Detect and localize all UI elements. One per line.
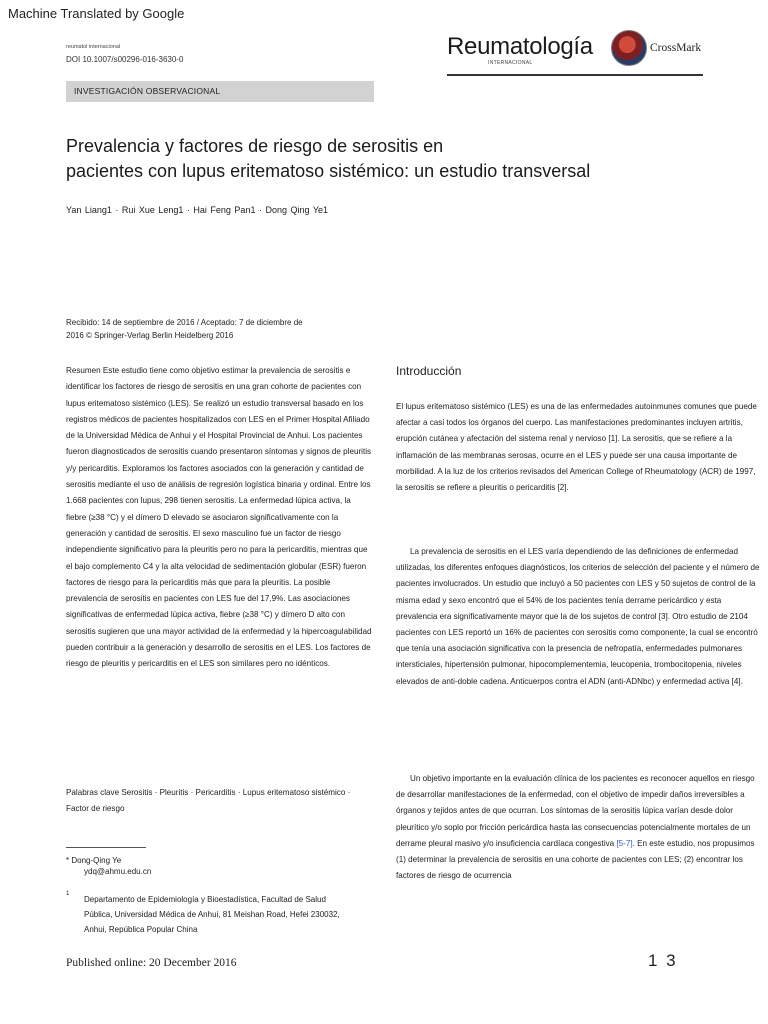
affiliation-number: 1 [66, 891, 70, 897]
affiliation: Departamento de Epidemiología y Bioestadística, Facultad de Salud Pública, Universidad Médica de Anhui, 81 Meishan Road, Hefei 230032, Anhui, República Popular China [84, 895, 340, 934]
citation-link[interactable]: [5-7] [616, 838, 633, 848]
crossmark-badge[interactable]: CrossMark [650, 42, 702, 54]
intro-paragraph-3 [396, 771, 760, 884]
journal-abbrev: reumatol internacional [66, 44, 121, 50]
author-list: Yan Liang1 · Rui Xue Leng1 · Hai Feng Pan1 · Dong Qing Ye1 [66, 205, 329, 215]
journal-name: Reumatología [447, 33, 593, 60]
title-line-1: Prevalencia y factores de riesgo de serositis en [66, 136, 444, 156]
journal-logo-icon [611, 30, 647, 66]
intro-paragraph-2: La prevalencia de serositis en el LES varía dependiendo de las definiciones de enfermedad utilizadas, los diferentes enfoques diagnósticos, los criterios de selección del paciente y el número de pacientes involucrados. Un estudio que incluyó a 50 pacientes con LES y 50 sujetos de control de la misma edad y sexo encontró que el 54% de los pacientes tenía derrame pericárdico y esta prevalencia era significativamente mayor que la de los sujetos de control [3]. Otro estudio de 2104 pacientes con LES reportó un 16% de pacientes con serositis como componente, la cual se encontró que tenía una asociación significativa con la presencia de nefropatía, enfermedades pulmonares intersticiales, hipertensión pulmonar, hipocomplementemia, leucopenia, trombocitopenia, niveles elevados de anti-doble cadena. Anticuerpos contra el ADN (anti-ADNbc) y enfermedad activa [4]. [396, 547, 760, 686]
abstract: Resumen Este estudio tiene como objetivo estimar la prevalencia de serositis e identificar los factores de riesgo de serositis en una gran cohorte de pacientes con lupus eritematoso sistémico (LES). Se realizó un estudio transversal basado en los registros médicos de pacientes hospitalizados con LES en el Primer Hospital Afiliado de la Universidad Médica de Anhui y el Hospital Provincial de Anhui. Los pacientes fueron diagnosticados de serositis cuando presentaron síntomas y signos de pleuritis y/y pericarditis. Exploramos los factores asociados con la generación y cantidad de serositis mediante el uso de análisis de regresión logística binaria y ordinal. Entre los 1.668 pacientes con lupus, 298 tienen serositis. La enfermedad lúpica activa, la fiebre (≥38 °C) y el dímero D elevado se asociaron significativamente con la generación y cantidad de serositis. El sexo masculino fue un factor de riesgo independiente significativo para la pleuritis pero no para la pericarditis, mientras que el bajo complemento C4 y la alta velocidad de sedimentación globular (ESR) fueron factores de riesgo para la pericarditis más que para la pleuritis. La posible prevalencia de serositis en pacientes con LES fue del 17,9%. Las asociaciones significativas de enfermedad lúpica activa, fiebre (≥38 °C) y dímero D alto con serositis sugieren que una mayor actividad de la enfermedad y la hipercoagulabilidad pueden contribuir a la generación y desarrollo de serositis en el LES. Los factores de riesgo de pleuritis y pericarditis en el LES son similares pero no idénticos. [66, 366, 372, 669]
dates-line-2: 2016 © Springer-Verlag Berlin Heidelberg 2016 [66, 331, 234, 340]
paragraph-3-text: Un objetivo importante en la evaluación clínica de los pacientes es reconocer aquellos en riesgo de desarrollar manifestaciones de la enfermedad, con el objetivo de impedir daños irreversibles a órganos y tejidos antes de que ocurran. Los síntomas de la serositis lúpica varían desde dolor pleurítico y/o soplo por fricción pericárdica hasta las consecuencias potencialmente mortales de un derrame pleural masivo y/o insuficiencia cardíaca congestiva [396, 774, 755, 848]
footnote-divider [66, 847, 146, 848]
section-label: INVESTIGACIÓN OBSERVACIONAL [74, 86, 221, 96]
keywords: Palabras clave Serositis · Pleuritis · Pericarditis · Lupus eritematoso sistémico · Factor de riesgo [66, 788, 351, 813]
doi: DOI 10.1007/s00296-016-3630-0 [66, 55, 184, 64]
article-title [66, 134, 706, 184]
author-email-link[interactable]: ydq@ahmu.edu.cn [84, 867, 152, 876]
journal-subtitle: INTERNACIONAL [488, 60, 533, 66]
header-rule [447, 74, 703, 76]
translation-banner: Machine Translated by Google [8, 6, 185, 21]
intro-paragraph-1: El lupus eritematoso sistémico (LES) es una de las enfermedades autoinmunes comunes que puede afectar a casi todos los órganos del cuerpo. Las manifestaciones predominantes incluyen artritis, erupción cutánea y afectación del sistema renal y nervioso [1]. La serositis, que se refiere a la inflamación de las membranas serosas, ocurre en el LES y puede ser una causa importante de morbilidad. A la luz de los criterios revisados del American College of Rheumatology (ACR) de 1997, la serositis se refiere a pleuritis o pericarditis [2]. [396, 402, 757, 493]
published-date: Published online: 20 December 2016 [66, 957, 237, 969]
dates-line-1: Recibido: 14 de septiembre de 2016 / Aceptado: 7 de diciembre de [66, 318, 303, 327]
paragraph-3-text-end: . En este estudio, nos propusimos (1) determinar la prevalencia de serositis en una cohorte de pacientes con LES; (2) encontrar los factores de riesgo de ocurrencia [396, 838, 755, 881]
title-line-2: pacientes con lupus eritematoso sistémico: un estudio transversal [66, 161, 591, 181]
introduction-heading: Introducción [396, 364, 462, 378]
page-number: 1 3 [648, 951, 678, 970]
dates-block [66, 316, 366, 342]
corresponding-author: * Dong-Qing Ye [66, 856, 122, 865]
